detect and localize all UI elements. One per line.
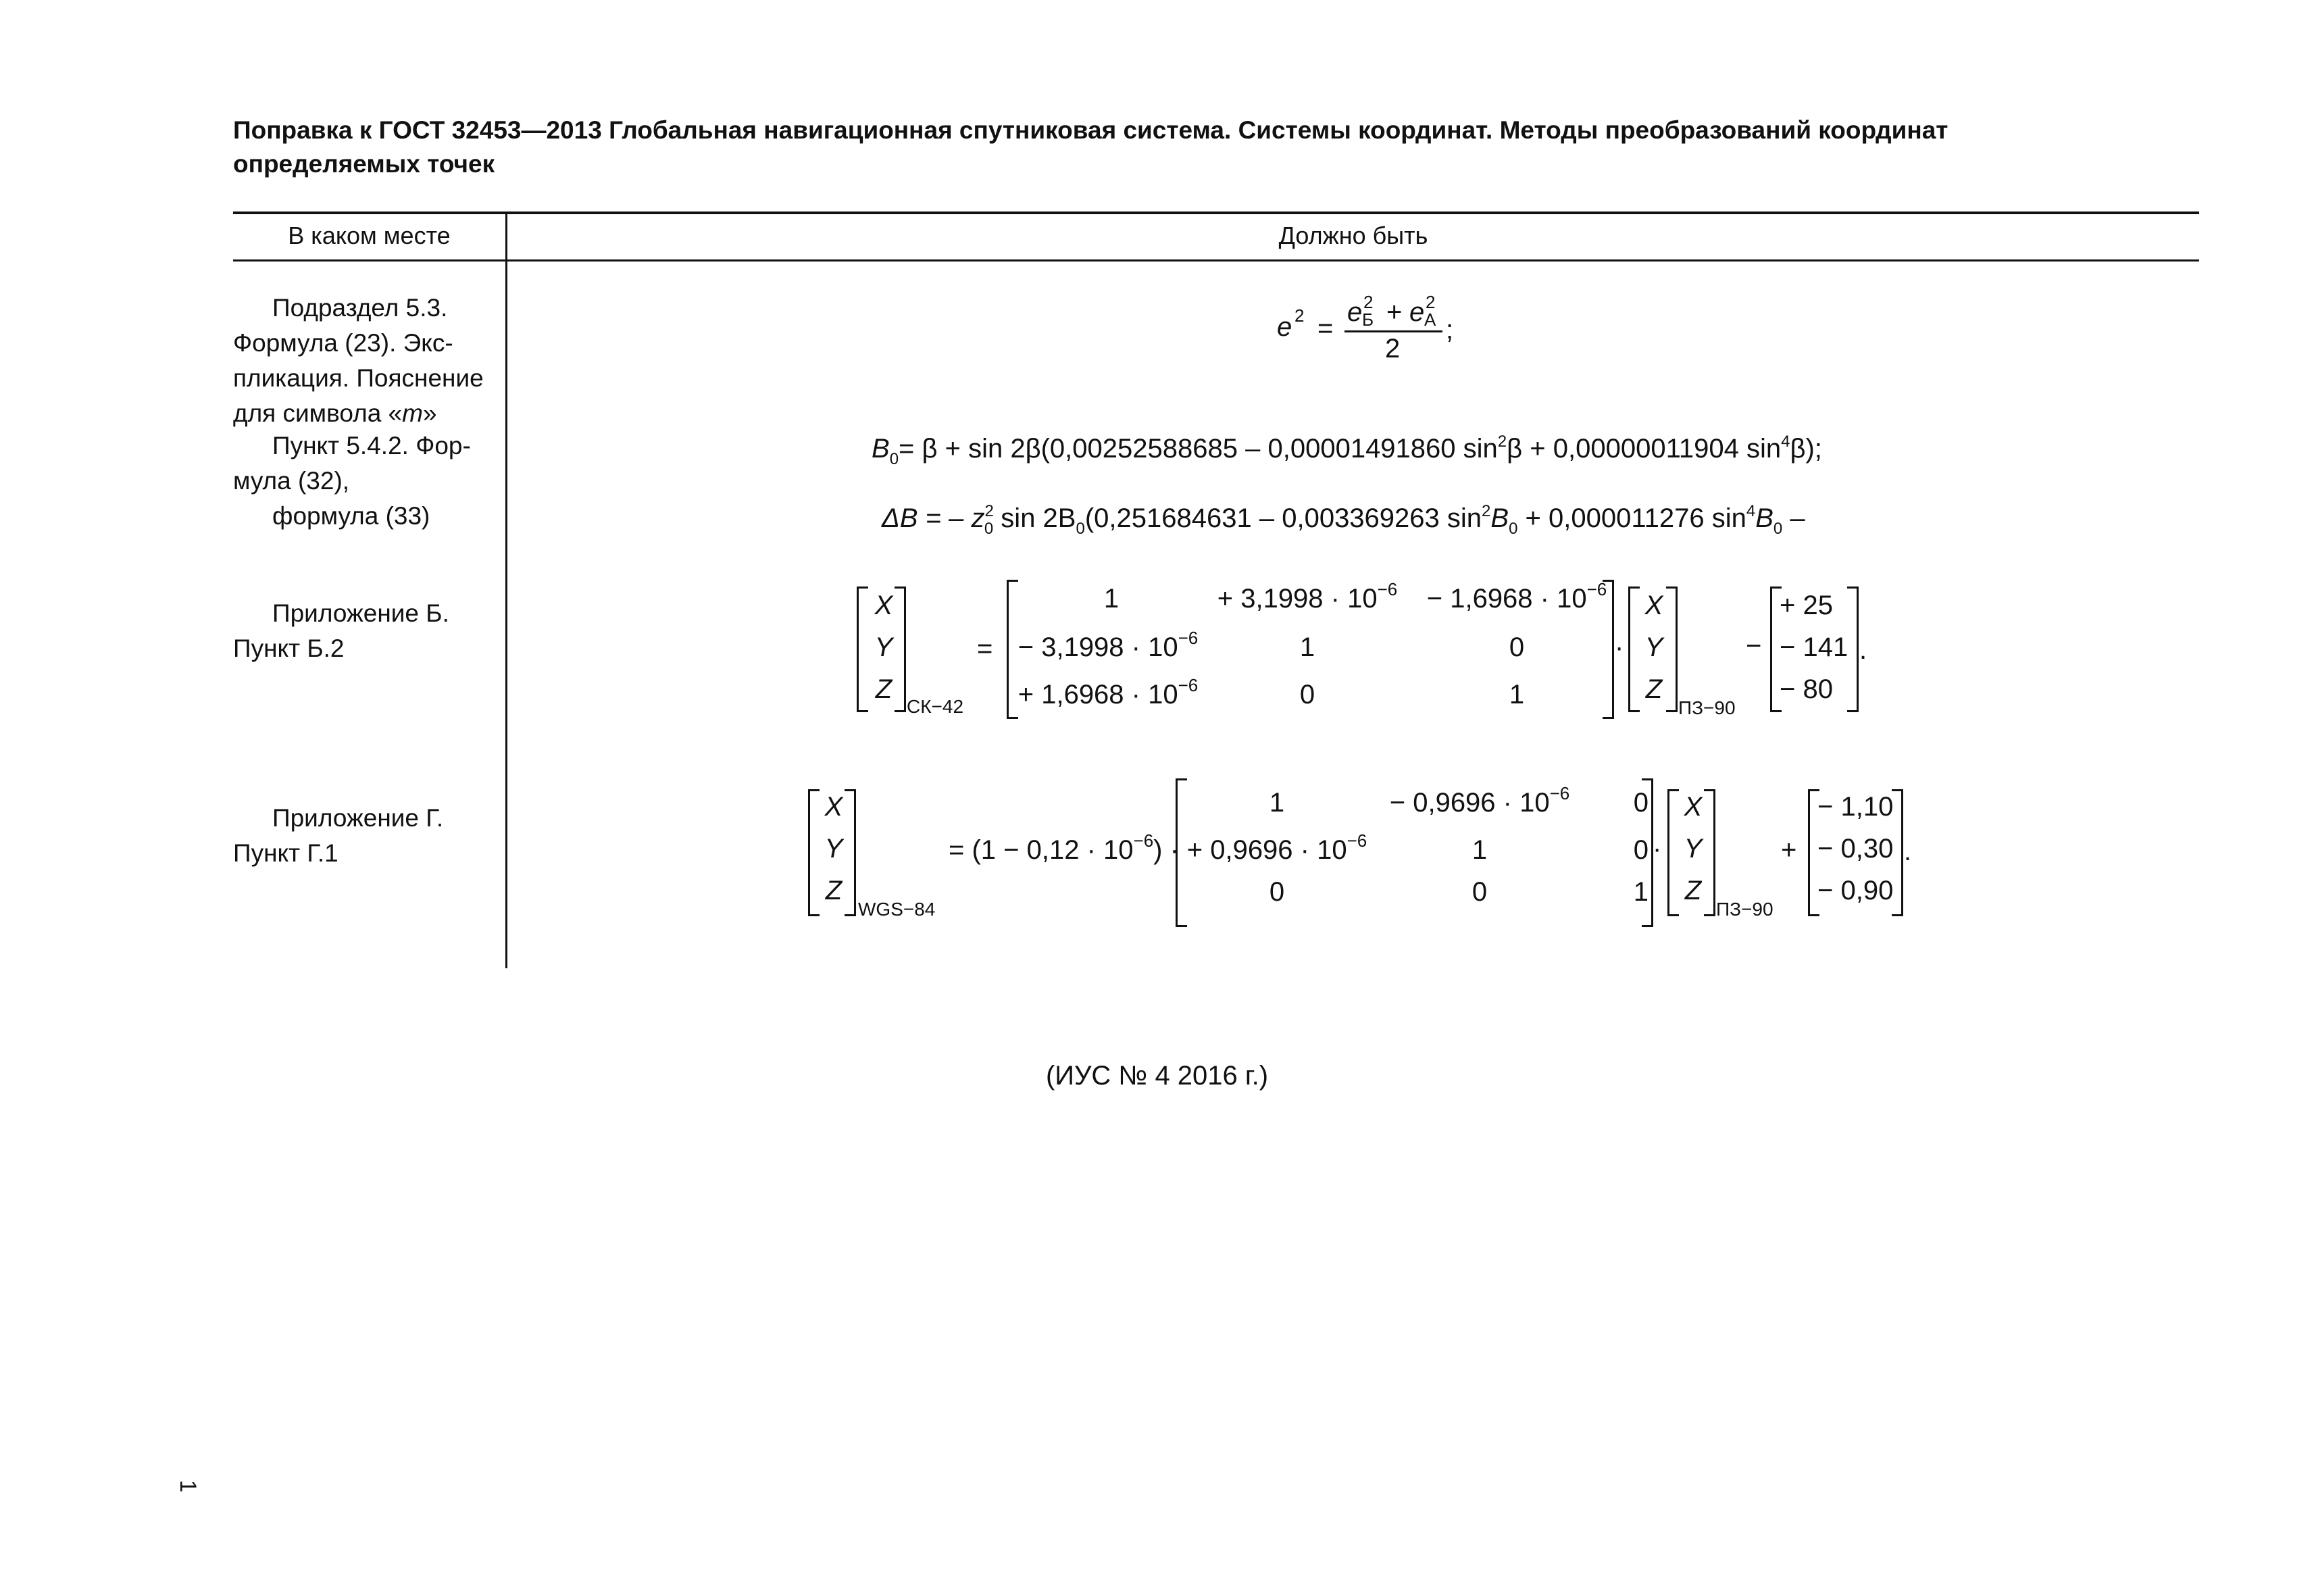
scale-factor — [949, 830, 1179, 866]
shift-value: + 25 — [1780, 591, 1833, 620]
symbol-b: B — [1490, 503, 1509, 533]
vector-x: X — [824, 792, 843, 822]
subscript: 0 — [1509, 520, 1518, 538]
superscript: 2 — [1497, 432, 1507, 451]
where-line: Пункт Б.2 — [233, 634, 345, 662]
shift-value: − 80 — [1780, 674, 1833, 704]
exponent: −6 — [1549, 783, 1570, 803]
superscript: 4 — [1746, 502, 1756, 520]
matrix-cell — [1013, 675, 1203, 710]
system-label-sk42: СК−42 — [907, 696, 964, 717]
cell-value: 1 — [1269, 788, 1285, 818]
shift-value: − 141 — [1780, 632, 1848, 662]
vector-y: Y — [1684, 834, 1703, 864]
period: . — [1859, 635, 1867, 665]
bracket-right — [1704, 789, 1715, 916]
cell-value: − 1,6968 · 10 — [1426, 584, 1587, 614]
formula-text: ΔB = – z — [882, 503, 985, 533]
subscript: 0 — [1773, 520, 1783, 538]
bracket-right — [1847, 587, 1859, 712]
bracket-right — [895, 587, 906, 712]
exponent: −6 — [1178, 675, 1199, 695]
formula-text: β); — [1790, 434, 1822, 464]
header-should-be: Должно быть — [1278, 222, 1428, 249]
formula-text: β + 0,00000011904 sin — [1507, 434, 1782, 464]
cell-value: 1 — [1299, 632, 1315, 662]
formula-33 — [882, 502, 1805, 538]
system-label-pz90: ПЗ−90 — [1678, 697, 1736, 718]
matrix-cell — [1378, 835, 1581, 866]
title-line-2: определяемых точек — [233, 150, 495, 178]
cell-value: 0 — [1299, 680, 1315, 709]
matrix-cell — [1378, 877, 1581, 907]
header-where: В каком месте — [288, 222, 451, 249]
matrix-cell — [1419, 579, 1615, 614]
row-where-subsection-5-3 — [233, 291, 493, 431]
subscript: 0 — [1076, 520, 1085, 538]
matrix-cell — [1378, 783, 1581, 818]
plus-sign: + — [1386, 297, 1403, 327]
formula-text: – — [1782, 503, 1805, 533]
cell-value: − 0,9696 · 10 — [1389, 788, 1550, 818]
where-line: пликация. Пояснение — [233, 364, 484, 392]
formula-text: + 0,000011276 sin — [1517, 503, 1746, 533]
exponent: −6 — [1347, 830, 1367, 851]
system-label-pz90: ПЗ−90 — [1716, 899, 1774, 920]
table-header-rule — [233, 259, 2199, 261]
document-title — [233, 114, 2199, 181]
shift-value: − 1,10 — [1817, 792, 1894, 822]
factor-text: ) · — [1153, 835, 1179, 865]
where-line — [233, 396, 493, 431]
where-text: для символа « — [233, 399, 403, 427]
denominator: 2 — [1385, 334, 1401, 364]
fraction-bar — [1344, 330, 1442, 332]
symbol-b: B — [872, 434, 890, 464]
equals-sign: = — [1317, 314, 1334, 343]
where-line: Подраздел 5.3. — [272, 294, 448, 322]
vector-y: Y — [824, 834, 843, 864]
page-number: 1 — [174, 1480, 201, 1493]
vector-z: Z — [1684, 876, 1702, 905]
dot-operator: · — [1653, 834, 1662, 864]
where-text: » — [422, 399, 437, 427]
cell-value: 0 — [1633, 835, 1649, 865]
exponent: 2 — [1363, 292, 1374, 312]
superscript: 2 — [984, 502, 994, 520]
cell-value: 0 — [1269, 877, 1285, 907]
cell-value: 0 — [1472, 877, 1488, 907]
exponent: −6 — [1133, 830, 1154, 851]
cell-value: 1 — [1103, 584, 1120, 614]
row-where-item-5-4-2 — [233, 428, 493, 534]
dot-operator: · — [1615, 632, 1624, 662]
matrix-cell — [1182, 830, 1372, 866]
vector-x: X — [874, 591, 893, 620]
cell-value: 0 — [1509, 632, 1525, 662]
matrix-cell — [1209, 632, 1405, 663]
bracket-right — [1603, 580, 1614, 719]
row-where-annex-g — [233, 801, 493, 871]
matrix-cell — [1209, 579, 1405, 614]
superscript: 2 — [1482, 502, 1491, 520]
subscript: 0 — [984, 520, 994, 538]
matrix-cell — [1020, 584, 1203, 614]
exponent: −6 — [1586, 579, 1607, 599]
row-where-annex-b — [233, 596, 493, 666]
matrix-cell — [1209, 680, 1405, 710]
formula-text: sin 2B — [993, 503, 1076, 533]
bracket-right — [1642, 778, 1653, 927]
shift-value: − 0,90 — [1817, 876, 1894, 905]
exponent: 2 — [1294, 305, 1305, 326]
vector-y: Y — [1644, 632, 1663, 662]
formula-text: = β + sin 2β(0,00252588685 – 0,00001491860 sin — [899, 434, 1498, 464]
system-label-wgs84: WGS−84 — [858, 899, 936, 920]
subscript-b: Б — [1362, 309, 1374, 330]
bracket-right — [1892, 789, 1903, 916]
equals-sign: = — [977, 634, 993, 664]
superscript: 4 — [1781, 432, 1790, 451]
title-line-1: Поправка к ГОСТ 32453—2013 Глобальная навигационная спутниковая система. Системы координат. Методы преобразований координат — [233, 116, 1948, 144]
where-line: формула (33) — [272, 502, 430, 530]
numerator-e: e — [1347, 297, 1363, 327]
symbol-e: e — [1277, 312, 1292, 342]
exponent: −6 — [1377, 579, 1398, 599]
cell-value: 1 — [1633, 877, 1649, 907]
matrix-cell — [1013, 628, 1203, 663]
cell-value: − 3,1998 · 10 — [1017, 632, 1178, 662]
minus-sign: − — [1746, 631, 1762, 661]
vector-z: Z — [1645, 674, 1663, 704]
matrix-cell — [1419, 680, 1615, 710]
subscript-a: А — [1424, 309, 1436, 330]
matrix-cell — [1419, 632, 1615, 663]
cell-value: + 1,6968 · 10 — [1017, 680, 1178, 709]
where-line: Формула (23). Экс- — [233, 329, 453, 357]
vector-x: X — [1684, 792, 1703, 822]
symbol-m: m — [402, 399, 423, 427]
vector-z: Z — [825, 876, 842, 905]
period: . — [1904, 837, 1912, 866]
table-column-divider — [505, 211, 507, 968]
where-line: Пункт 5.4.2. Фор- — [272, 432, 471, 459]
cell-value: + 0,9696 · 10 — [1186, 835, 1347, 865]
symbol-b: B — [1755, 503, 1774, 533]
semicolon: ; — [1446, 315, 1454, 345]
where-line: мула (32), — [233, 467, 350, 495]
shift-value: − 0,30 — [1817, 834, 1894, 864]
vector-y: Y — [874, 632, 893, 662]
exponent: −6 — [1178, 628, 1199, 648]
formula-32 — [872, 432, 1822, 468]
matrix-cell — [1182, 877, 1372, 907]
plus-sign: + — [1781, 835, 1797, 865]
where-line: Пункт Г.1 — [233, 839, 338, 867]
cell-value: 0 — [1633, 788, 1649, 818]
exponent: 2 — [1426, 292, 1436, 312]
matrix-cell — [1182, 788, 1372, 818]
publication-note: (ИУС № 4 2016 г.) — [1045, 1061, 1269, 1091]
where-line: Приложение Г. — [272, 804, 444, 832]
cell-value: + 3,1998 · 10 — [1217, 584, 1378, 614]
factor-text: = (1 − 0,12 · 10 — [949, 835, 1134, 865]
formula-text: (0,251684631 – 0,003369263 sin — [1084, 503, 1482, 533]
subscript: 0 — [889, 450, 899, 468]
vector-x: X — [1644, 591, 1663, 620]
vector-z: Z — [875, 674, 892, 704]
numerator-e: e — [1409, 297, 1425, 327]
cell-value: 1 — [1509, 680, 1525, 709]
cell-value: 1 — [1472, 835, 1488, 865]
where-line: Приложение Б. — [272, 599, 449, 627]
bracket-right — [1666, 587, 1678, 712]
bracket-right — [845, 789, 856, 916]
